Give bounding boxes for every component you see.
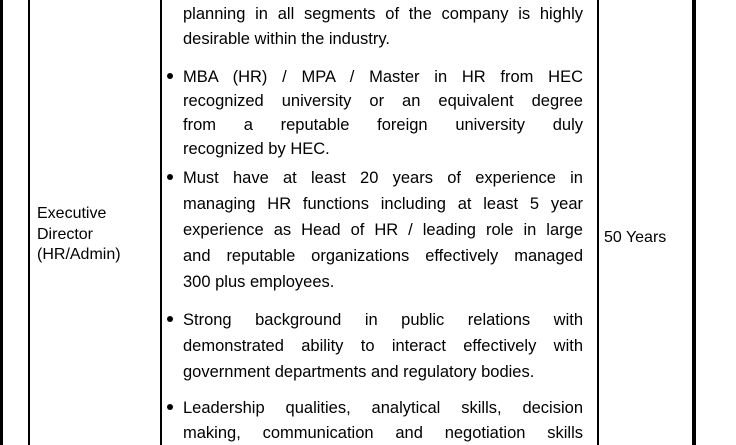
- requirement-line: Leadership qualities, analytical skills, decision: [183, 399, 583, 417]
- age-limit-cell: 50 Years: [604, 229, 667, 246]
- requirement-line: recognized by HEC.: [183, 140, 330, 158]
- position-title-cell: [37, 204, 157, 266]
- requirement-line: making, communication and negotiation skills: [183, 424, 583, 442]
- bullet-icon: [167, 73, 173, 79]
- bullet-icon: [167, 316, 173, 322]
- column-divider-title: [28, 0, 30, 445]
- requirement-line: Strong background in public relations with: [183, 311, 583, 329]
- requirement-line: desirable within the industry.: [183, 30, 390, 48]
- bullet-icon: [167, 174, 173, 180]
- requirement-line: MBA (HR) / MPA / Master in HR from HEC: [183, 68, 583, 86]
- requirement-line: planning in all segments of the company is highly: [183, 5, 583, 23]
- position-title-line: Executive: [37, 205, 107, 222]
- table-border-right: [692, 0, 696, 445]
- requirement-line: government departments and regulatory bodies.: [183, 363, 535, 381]
- requirement-line: and reputable organizations effectively managed: [183, 247, 583, 265]
- column-divider-requirements: [160, 0, 162, 445]
- requirement-line: recognized university or an equivalent degree: [183, 92, 583, 110]
- requirement-line: 300 plus employees.: [183, 273, 335, 291]
- bullet-icon: [167, 404, 173, 410]
- table-border-left: [0, 0, 3, 445]
- requirement-line: managing HR functions including at least 5 year: [183, 195, 583, 213]
- position-title-line: Director: [37, 225, 94, 243]
- position-title-line: (HR/Admin): [37, 246, 121, 263]
- requirement-line: Must have at least 20 years of experience in: [183, 169, 583, 187]
- requirement-line: from a reputable foreign university duly: [183, 116, 583, 134]
- requirement-line: demonstrated ability to interact effectively with: [183, 337, 583, 355]
- column-divider-age: [597, 0, 599, 445]
- requirement-line: experience as Head of HR / leading role in large: [183, 221, 583, 239]
